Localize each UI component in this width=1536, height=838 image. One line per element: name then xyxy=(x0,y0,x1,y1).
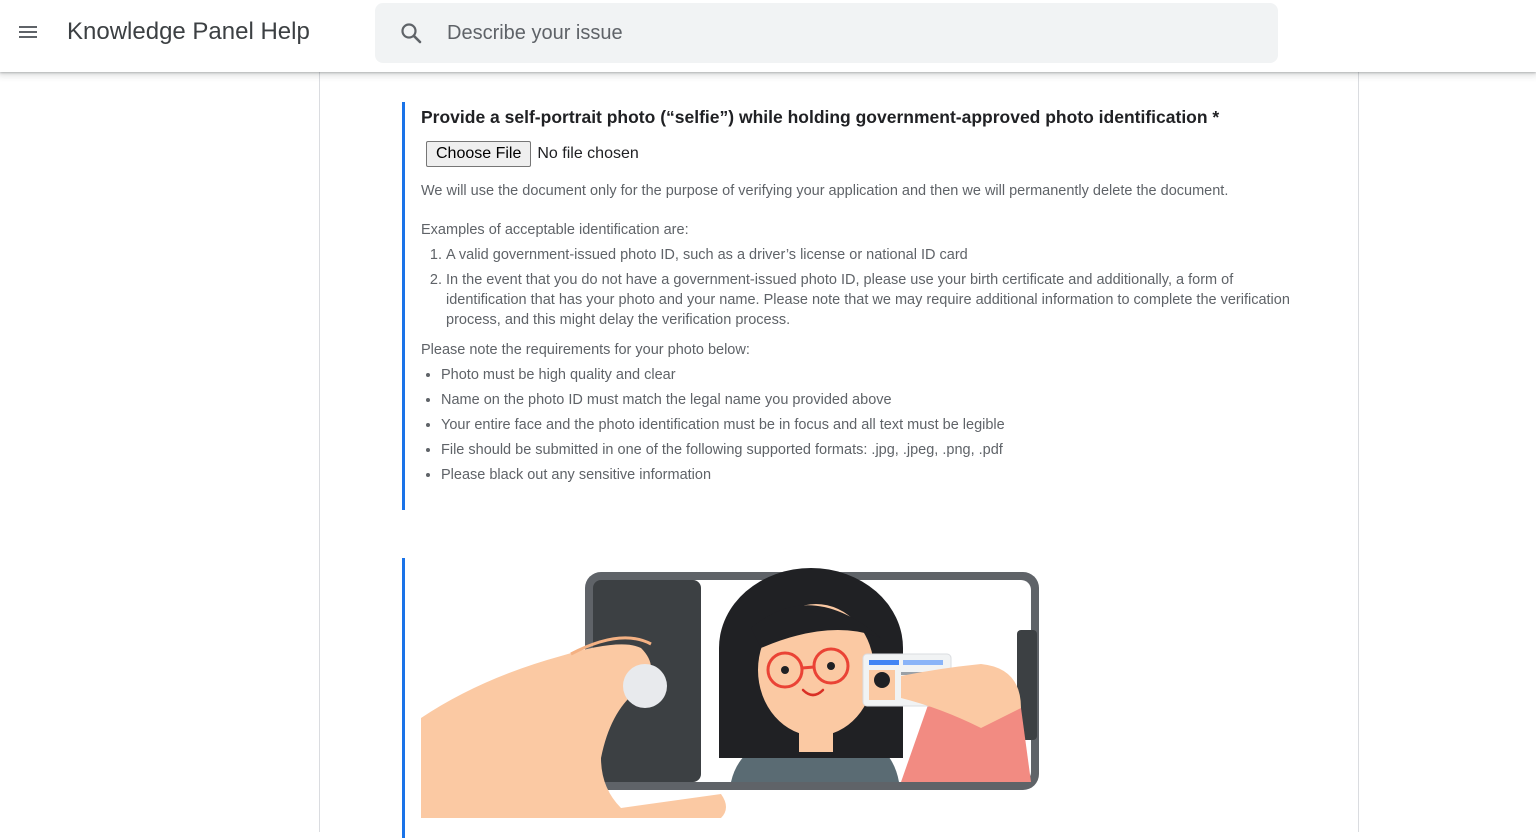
file-input[interactable] xyxy=(421,141,1302,167)
choose-file-button[interactable]: Choose File xyxy=(426,141,531,167)
file-status: No file chosen xyxy=(537,145,639,162)
search-bar[interactable] xyxy=(375,3,1278,63)
menu-icon xyxy=(16,20,40,44)
list-item: • Your entire face and the photo identification must be in focus and all text must be legible xyxy=(441,415,1302,435)
list-item: • Photo must be high quality and clear xyxy=(441,365,1302,385)
main-menu-button[interactable] xyxy=(8,12,48,52)
list-item: • Name on the photo ID must match the legal name you provided above xyxy=(441,390,1302,410)
selfie-illustration xyxy=(421,558,1041,818)
search-input[interactable] xyxy=(445,17,1245,49)
examples-intro: Examples of acceptable identification are: xyxy=(421,222,689,238)
content-card xyxy=(319,72,1359,832)
selfie-illustration-section xyxy=(402,558,1302,838)
list-item: • File should be submitted in one of the following supported formats: .jpg, .jpeg, .png, .pdf xyxy=(441,440,1302,460)
requirements-list xyxy=(421,365,1302,485)
selfie-upload-field xyxy=(402,102,1302,510)
list-item: • Please black out any sensitive information xyxy=(441,465,1302,485)
field-label: Provide a self-portrait photo (“selfie”) while holding government-approved photo identification * xyxy=(421,107,1220,127)
usage-note: We will use the document only for the purpose of verifying your application and then we will permanently delete the document. xyxy=(421,183,1229,199)
examples-list xyxy=(421,245,1302,330)
requirements-intro: Please note the requirements for your photo below: xyxy=(421,342,750,358)
app-header xyxy=(0,0,1536,72)
search-icon[interactable] xyxy=(399,21,423,45)
list-item: 2. In the event that you do not have a government-issued photo ID, please use your birth certificate and additionally, a form of identification that has your photo and your name. Please note that we may require additional information to complete the verification process, and this might delay the verification process. xyxy=(446,270,1302,330)
app-title[interactable]: Knowledge Panel Help xyxy=(67,18,310,45)
list-item: 1. A valid government-issued photo ID, such as a driver’s license or national ID card xyxy=(446,245,1302,265)
